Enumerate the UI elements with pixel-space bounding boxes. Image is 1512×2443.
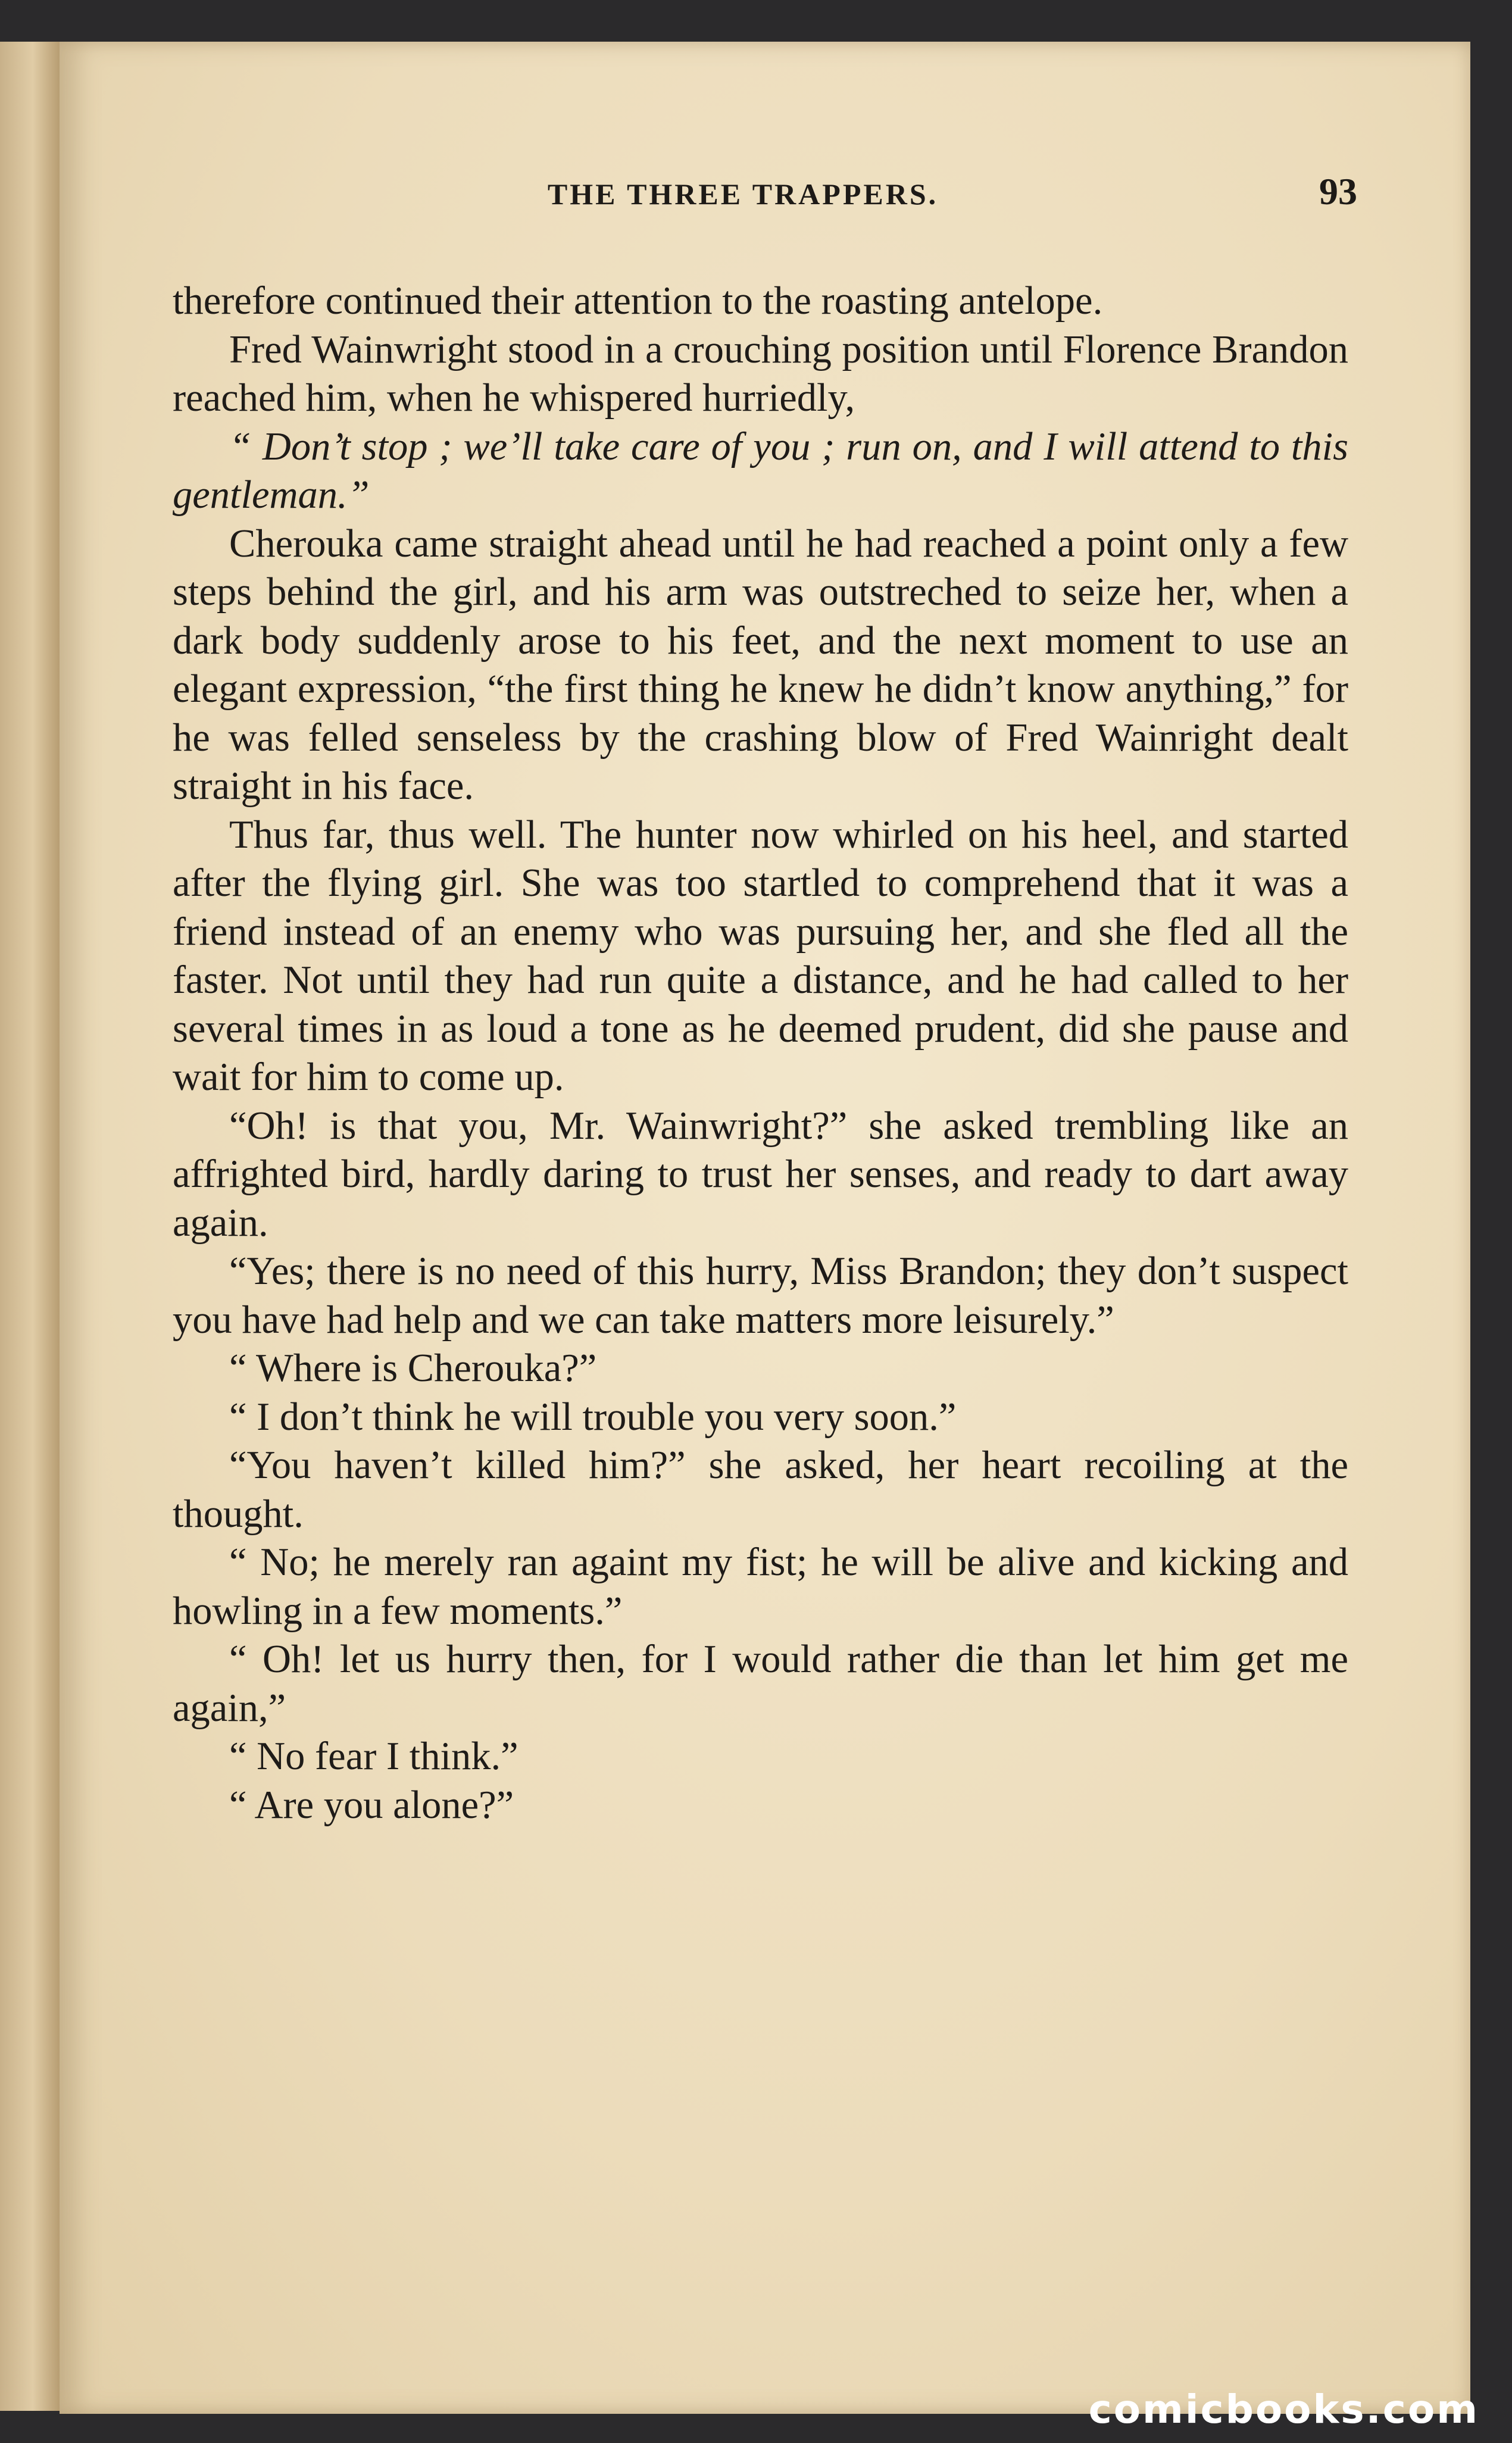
italic-dialogue: “ Don’t stop ; we’ll take care of you ; run on, and I will attend to this gentleman.” [173, 424, 1348, 517]
paragraph-7: “Yes; there is no need of this hurry, Miss Brandon; they don’t suspect you have had help and we can take matters more leisurely.” [173, 1249, 1348, 1342]
paragraph-11: “ No; he merely ran againt my fist; he will be alive and kicking and howling in a few moments.” [173, 1541, 1348, 1633]
book-page [60, 42, 1470, 2414]
paragraph-9: “ I don’t think he will trouble you very soon.” [229, 1395, 957, 1439]
paragraph-12: “ Oh! let us hurry then, for I would rather die than let him get me again,” [173, 1638, 1348, 1730]
paragraph-5: Thus far, thus well. The hunter now whirled on his heel, and started after the flying girl. She was too startled to comprehend that it was a friend instead of an enemy who was pursuing her, and she fled all the faster. Not until they had run quite a distance, and he had called to her several times in as loud a tone as he deemed prudent, did she pause and wait for him to come up. [173, 813, 1348, 1099]
paragraph-14: “ Are you alone?” [229, 1783, 514, 1827]
previous-page-edge [0, 42, 62, 2411]
paragraph-4: Cherouka came straight ahead until he had reached a point only a few steps behind the girl, and his arm was outstreched to seize her, when a dark body suddenly arose to his feet, and the next moment to use an elegant expression, “the first thing he knew he didn’t know anything,” for he was felled senseless by the crashing blow of Fred Wainright dealt straight in his face. [173, 521, 1348, 808]
paragraph-6: “Oh! is that you, Mr. Wainwright?” she asked trembling like an affrighted bird, hardly daring to trust her senses, and ready to dart away again. [173, 1104, 1348, 1245]
paragraph-3 [173, 423, 1348, 520]
running-head [167, 170, 1357, 214]
paragraph-2: Fred Wainwright stood in a crouching position until Florence Brandon reached him, when he whispered hurriedly, [173, 327, 1348, 420]
paragraph-10: “You haven’t killed him?” she asked, her heart recoiling at the thought. [173, 1444, 1348, 1536]
body-text [173, 277, 1348, 1829]
watermark: comicbooks.com [1088, 2386, 1479, 2432]
paragraph-13: “ No fear I think.” [229, 1735, 518, 1778]
paragraph-1: therefore continued their attention to the roasting antelope. [173, 279, 1103, 323]
paragraph-8: “ Where is Cherouka?” [229, 1347, 597, 1390]
page-number: 93 [1319, 170, 1357, 213]
book-title: THE THREE TRAPPERS. [547, 177, 939, 211]
